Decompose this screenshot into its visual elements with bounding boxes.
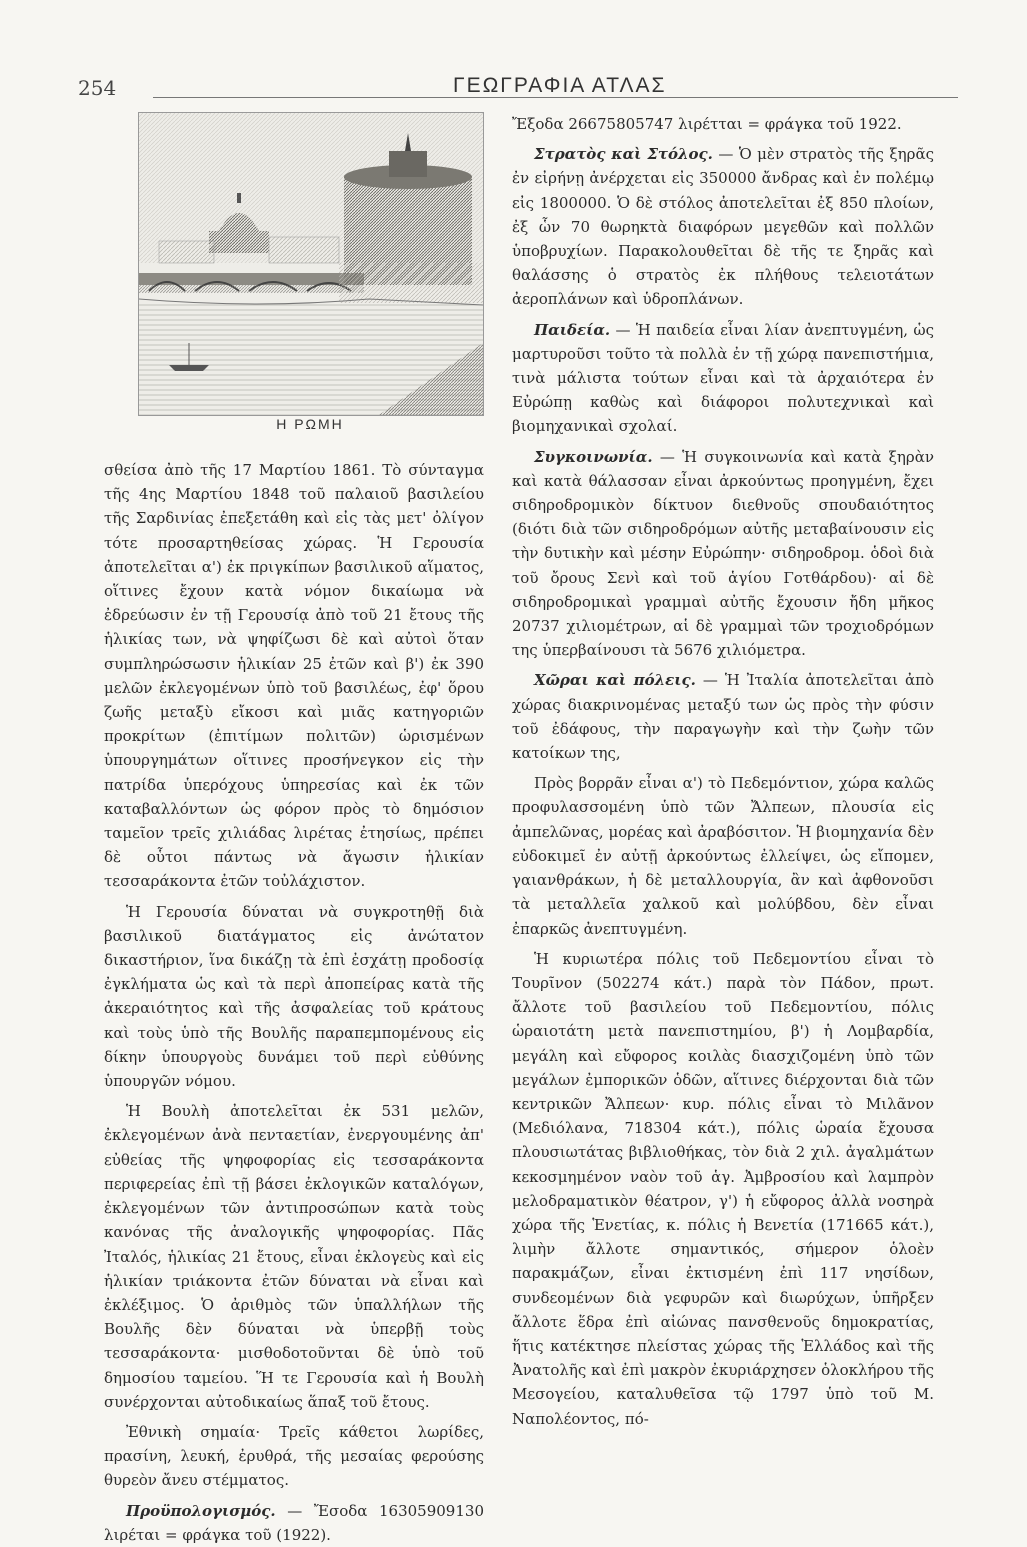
paragraph-regions bbox=[512, 668, 934, 765]
page-header bbox=[68, 70, 958, 100]
paragraph-communication bbox=[512, 445, 934, 663]
paragraph-piedmont: Πρὸς βορρᾶν εἶναι α') τὸ Πεδεμόντιον, χώρα καλῶς προφυλασσομένη ὑπὸ τῶν Ἄλπεων, πλουσία εἰς ἀμπελῶνας, μορέας καὶ ἀραβόσιτον. Ἡ βιομηχανία δὲν εὐδοκιμεῖ ἐν αὐτῇ ἀρκούντως ἐλλείψει, ὡς εἴπομεν, γαιανθράκων, ἡ δὲ μεταλλουργία, ἂν καὶ ἀφθονοῦσι τὰ μεταλλεῖα χαλκοῦ καὶ μολύβδου, δὲν εἶναι ἐπαρκῶς ἀνεπτυγμένη. bbox=[512, 774, 934, 938]
section-heading-communication: Συγκοινωνία. bbox=[534, 447, 653, 466]
page-number: 254 bbox=[78, 76, 117, 100]
figure-caption: Η ΡΩΜΗ bbox=[276, 416, 344, 432]
paragraph-budget bbox=[104, 1499, 484, 1547]
section-heading-regions: Χῶραι καὶ πόλεις. bbox=[534, 671, 696, 690]
paragraph-army bbox=[512, 142, 934, 311]
running-title: ΓΕΩΓΡΑΦΙΑ ΑΤΛΑΣ bbox=[453, 74, 667, 97]
paragraph-expenses: Ἔξοδα 26675805747 λιρέτται = φράγκα τοῦ 1922. bbox=[512, 115, 902, 133]
section-heading-budget: Προϋπολογισμός. bbox=[126, 1501, 276, 1520]
education-text: — Ἡ παιδεία εἶναι λίαν ἀνεπτυγμένη, ὡς μαρτυροῦσι τοῦτο τὰ πολλὰ ἐν τῇ χώρᾳ πανεπιστήμια, τινὰ μάλιστα τούτων εἶναι καὶ τὰ ἀρχαιότερα ἐν Εὐρώπῃ καθὼς καὶ διάφοροι πολυτεχνικαὶ καὶ βιομηχανικαὶ σχολαί. bbox=[512, 320, 934, 436]
regions-text: — Ἡ Ἰταλία ἀποτελεῖται ἀπὸ χώρας διακρινομένας μεταξύ των ὡς πρὸς τὴν φύσιν τοῦ ἐδάφους, τὴν παραγωγὴν καὶ τὴν ζωὴν τῶν κατοίκων της, bbox=[512, 671, 934, 763]
right-column bbox=[512, 112, 934, 1431]
budget-text: — Ἔσοδα 16305909130 λιρέται = φράγκα τοῦ (1922). bbox=[104, 1501, 484, 1544]
header-rule bbox=[153, 97, 958, 98]
paragraph-constitution: σθείσα ἀπὸ τῆς 17 Μαρτίου 1861. Τὸ σύνταγμα τῆς 4ης Μαρτίου 1848 τοῦ παλαιοῦ βασιλείου τῆς Σαρδινίας ἐπεξετάθη καὶ εἰς τὰς μετ' ὀλίγον τότε προσαρτηθείσας χώρας. Ἡ Γερουσία ἀποτελεῖται α') ἐκ πριγκίπων βασιλικοῦ αἵματος, οἵτινες ἔχουν κατὰ νόμον δικαίωμα νὰ ἐδρεύωσιν ἐν τῇ Γερουσίᾳ ἀπὸ τοῦ 21 ἔτους τῆς ἡλικίας των, νὰ ψηφίζωσι δὲ καὶ αὐτοὶ ὅταν συμπληρώσωσιν ἡλικίαν 25 ἐτῶν καὶ β') ἐκ 390 μελῶν ἐκλεγομένων ὑπὸ τοῦ βασιλέως, ἐφ' ὅρου ζωῆς μεταξὺ εἴκοσι καὶ μιᾶς κατηγοριῶν προκρίτων (ἐπιτίμων πολιτῶν) ὡρισμένων ὑπουργημάτων οἵτινες προσήνεγκον εἰς τὴν πατρίδα ὑπερόχους ὑπηρεσίας καὶ ἐκ τῶν καταβαλλόντων ὡς φόρον πρὸς τὸ δημόσιον ταμεῖον τρεῖς χιλιάδας λιρέτας ἐτησίως, πρέπει δὲ οὗτοι πάντως νὰ ἄγωσιν ἡλικίαν τεσσαράκοντα ἐτῶν τοὐλάχιστον. bbox=[104, 461, 484, 891]
rome-engraving bbox=[139, 113, 483, 415]
paragraph-chamber: Ἡ Βουλὴ ἀποτελεῖται ἐκ 531 μελῶν, ἐκλεγομένων ἀνὰ πενταετίαν, ἐνεργουμένης ἀπ' εὐθείας τῆς ψηφοφορίας εἰς τεσσαράκοντα περιφερείας ἐπὶ τῇ βάσει ἐκλογικῶν καταλόγων, ἐκλεγομένων τῶν ἀντιπροσώπων κατὰ τοὺς κανόνας τῆς ἀναλογικῆς ψηφοφορίας. Πᾶς Ἰταλός, ἡλικίας 21 ἔτους, εἶναι ἐκλογεὺς καὶ εἰς ἡλικίαν τριάκοντα ἐτῶν δύναται νὰ εἶναι καὶ ἐκλέξιμος. Ὁ ἀριθμὸς τῶν ὑπαλλήλων τῆς Βουλῆς δὲν δύναται νὰ ὑπερβῇ τοὺς τεσσαράκοντα· μισθοδοτοῦνται δὲ ὑπὸ τοῦ δημοσίου ταμείου. Ἥ τε Γερουσία καὶ ἡ Βουλὴ συνέρχονται αὐτοδικαίως ἅπαξ τοῦ ἔτους. bbox=[104, 1102, 484, 1411]
army-text: — Ὁ μὲν στρατὸς τῆς ξηρᾶς ἐν εἰρήνῃ ἀνέρχεται εἰς 350000 ἄνδρας καὶ ἐν πολέμῳ εἰς 1800000. Ὁ δὲ στόλος ἀποτελεῖται ἐξ 850 πλοίων, ἐξ ὧν 70 θωρηκτὰ διαφόρων μεγεθῶν καὶ πολλῶν ὑποβρυχίων. Παρακολουθεῖται δὲ τῆς τε ξηρᾶς καὶ θαλάσσης ὁ στρατὸς ἐκ πλήθους τελειοτάτων ἀεροπλάνων καὶ ὑδροπλάνων. bbox=[512, 145, 934, 309]
paragraph-education bbox=[512, 318, 934, 439]
communication-text: — Ἡ συγκοινωνία καὶ κατὰ ξηρὰν καὶ κατὰ θάλασσαν εἶναι ἀρκούντως προηγμένη, ἔχει σιδηροδρομικὸν δίκτυον διεθνοῦς σπουδαιότητος (διότι διὰ τῶν σιδηροδρόμων αὐτῆς μεταβαίνουσιν εἰς τὴν δυτικὴν καὶ μέσην Εὐρώπην· σιδηροδρομ. ὁδοὶ διὰ τοῦ ὄρους Σενὶ καὶ τοῦ ἁγίου Γοτθάρδου)· αἱ δὲ σιδηροδρομικαὶ γραμμαὶ αὐτῆς ἔχουσιν ἤδη μῆκος 20737 χιλιομέτρων, αἱ δὲ γραμμαὶ τῶν τροχιοδρόμων της ὑπερβαίνουσι τὰ 5676 χιλιόμετρα. bbox=[512, 447, 934, 660]
paragraph-flag: Ἐθνικὴ σημαία· Τρεῖς κάθετοι λωρίδες, πρασίνη, λευκή, ἐρυθρά, τῆς μεσαίας φερούσης θυρεὸν ἄνευ στέμματος. bbox=[104, 1422, 484, 1490]
left-column bbox=[104, 458, 484, 1547]
section-heading-army: Στρατὸς καὶ Στόλος. bbox=[534, 145, 713, 164]
section-heading-education: Παιδεία. bbox=[534, 320, 611, 339]
rome-illustration bbox=[138, 112, 484, 416]
paragraph-senate-court: Ἡ Γερουσία δύναται νὰ συγκροτηθῇ διὰ βασιλικοῦ διατάγματος εἰς ἀνώτατον δικαστήριον, ἵνα δικάζῃ τὰ ἐπὶ ἐσχάτῃ προδοσίᾳ ἐγκλήματα ὡς καὶ τὰ περὶ ἀποπείρας κατὰ τῆς ἀκεραιότητος καὶ τῆς ἀσφαλείας τοῦ κράτους καὶ τοὺς ὑπὸ τῆς Βουλῆς παραπεμπομένους εἰς δίκην ὑπουργοὺς δυνάμει τοῦ περὶ εὐθύνης ὑπουργῶν νόμου. bbox=[104, 902, 484, 1091]
paragraph-cities: Ἡ κυριωτέρα πόλις τοῦ Πεδεμοντίου εἶναι τὸ Τουρῖνον (502274 κάτ.) παρὰ τὸν Πάδον, πρωτ. ἄλλοτε τοῦ βασιλείου τοῦ Πεδεμοντίου, πόλις ὡραιοτάτη μετὰ πανεπιστημίου, β') ἡ Λομβαρδία, μεγάλη καὶ εὔφορος κοιλὰς διασχιζομένη ὑπὸ τῶν μεγάλων ἐμπορικῶν ὁδῶν, αἵτινες διέρχονται διὰ τῶν κεντρικῶν Ἄλπεων· κυρ. πόλις εἶναι τὸ Μιλᾶνον (Μεδιόλανα, 718304 κάτ.), πόλις ὡραία ἔχουσα πλουσιωτάτας βιβλιοθήκας, τὸν διὰ 2 χιλ. ἀγαλμάτων κεκοσμημένον ναὸν τοῦ ἁγ. Ἀμβροσίου καὶ λαμπρὸν μελοδραματικὸν θέατρον, γ') ἡ εὔφορος ἀλλὰ νοσηρὰ χώρα τῆς Ἑνετίας, κ. πόλις ἡ Βενετία (171665 κάτ.), λιμὴν ἄλλοτε σημαντικός, σήμερον ὁλοὲν παρακμάζων, εἶναι ἐκτισμένη ἐπὶ 117 νησίδων, συνδεομένων διὰ γεφυρῶν καὶ διωρύχων, ὑπῆρξεν ἄλλοτε ἕδρα ἐπὶ αἰώνας πανσθενοῦς δημοκρατίας, ἥτις κατέκτησε πλείστας χώρας τῆς Ἑλλάδος καὶ τῆς Ἀνατολῆς καὶ ἐπὶ μακρὸν ἐκυριάρχησεν ὁλοκλήρου τῆς Μεσογείου, καταλυθεῖσα τῷ 1797 ὑπὸ τοῦ Μ. Ναπολέοντος, πό- bbox=[512, 949, 934, 1428]
